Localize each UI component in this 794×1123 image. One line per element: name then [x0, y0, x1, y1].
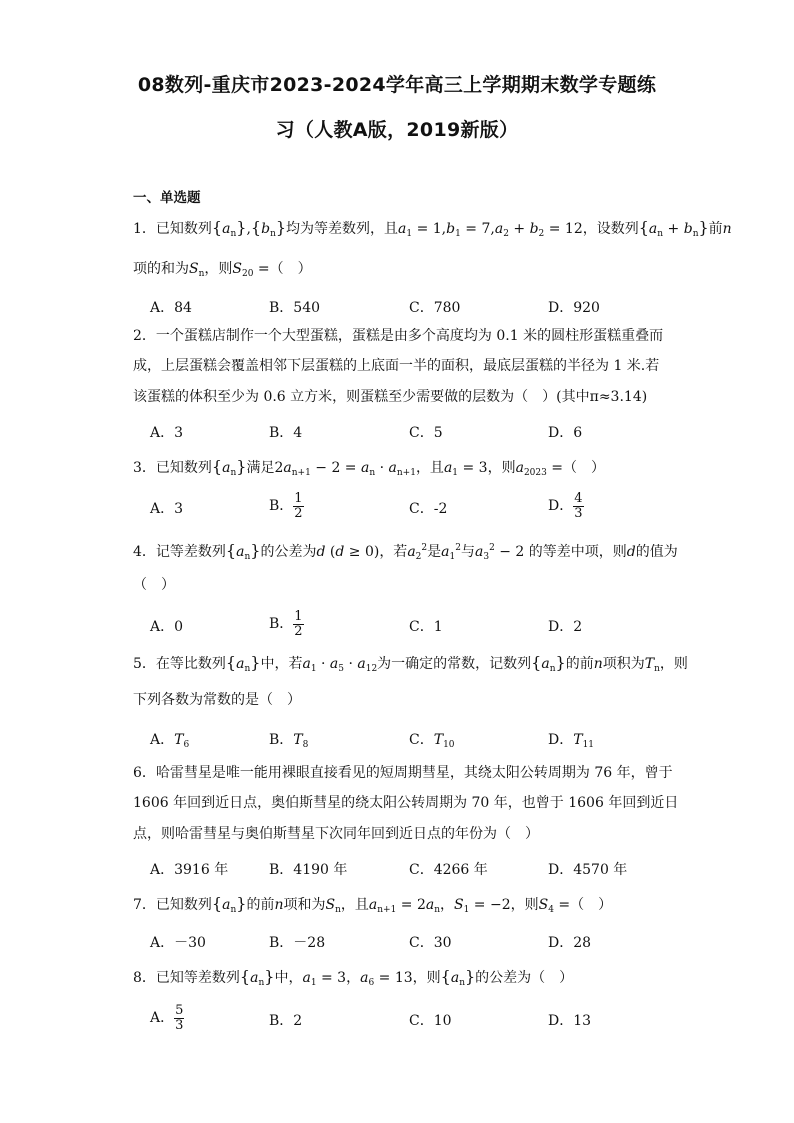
fraction-five-thirds: $\frac{5}{3}$: [175, 1003, 184, 1033]
document-title-line2: 习（人教A版，2019新版）: [275, 119, 519, 141]
question-2-line-1: 2．一个蛋糕店制作一个大型蛋糕，蛋糕是由多个高度均为 0.1 米的圆柱形蛋糕重叠而: [133, 328, 664, 344]
question-6-line-2: 1606 年回到近日点，奥伯斯彗星的绕太阳公转周期为 70 年，也曾于 1606 年回到近日: [133, 795, 679, 811]
question-6-options: [150, 859, 750, 879]
option-a[interactable]: A． $\frac{5}{3}$: [150, 1003, 184, 1033]
question-1-line-1: 1．已知数列$\{a_n\},\{b_n\}$均为等差数列，且$a_1 = 1,b_1 = 7,a_2 + b_2 = 12$，设数列$\{a_n + b_n\}$前n: [133, 218, 732, 239]
document-title-line1: 08数列-重庆市2023-2024学年高三上学期期末数学专题练: [137, 74, 657, 96]
question-2-options: [150, 422, 750, 442]
option-c[interactable]: C．1: [409, 619, 443, 635]
option-d[interactable]: D． $\frac{4}{3}$: [548, 491, 583, 521]
fraction-one-half: $\frac{1}{2}$: [294, 491, 303, 521]
question-7-options: [150, 932, 750, 952]
option-b[interactable]: B．4: [269, 425, 303, 441]
option-b[interactable]: B．2: [269, 1013, 303, 1029]
question-5-line-1: 5．在等比数列$\{a_n\}$中，若$a_1 \cdot a_5 \cdot a_{12}$为一确定的常数，记数列$\{a_n\}$的前n项积为$T_n$，则: [133, 653, 688, 674]
fraction-one-half: $\frac{1}{2}$: [294, 609, 303, 639]
question-2-line-3: 该蛋糕的体积至少为 0.6 立方米，则蛋糕至少需要做的层数为（ ）(其中π≈3.14): [133, 389, 648, 405]
option-d[interactable]: D．4570 年: [548, 862, 628, 878]
question-8-line-1: 8．已知等差数列$\{a_n\}$中，$a_1 = 3$，$a_6 = 13$，则$\{a_n\}$的公差为（ ）: [133, 967, 574, 988]
question-6-line-3: 点，则哈雷彗星与奥伯斯彗星下次同年回到近日点的年份为（ ）: [133, 826, 539, 842]
question-3-options: [150, 491, 750, 521]
option-c[interactable]: C．5: [409, 425, 443, 441]
section-heading: 一、单选题: [133, 190, 201, 206]
option-b[interactable]: B． $\frac{1}{2}$: [269, 491, 303, 521]
option-c[interactable]: C．4266 年: [409, 862, 488, 878]
option-a[interactable]: A．－30: [150, 935, 206, 951]
option-a[interactable]: A．3: [150, 425, 184, 441]
question-3-line-1: 3．已知数列$\{a_n\}$满足$2a_{n+1} - 2 = a_n \cdot a_{n+1}$，且$a_1 = 3$，则$a_{2023}$ =（ ）: [133, 457, 606, 478]
question-1-line-2: 项的和为$S_n$，则$S_{20}$ =（ ）: [133, 261, 312, 279]
question-5-line-2: 下列各数为常数的是（ ）: [133, 692, 301, 708]
option-a[interactable]: A．0: [150, 619, 184, 635]
option-b[interactable]: B．540: [269, 300, 321, 316]
fraction-four-thirds: $\frac{4}{3}$: [574, 491, 583, 521]
option-c[interactable]: C．780: [409, 300, 461, 316]
option-d[interactable]: D．920: [548, 300, 600, 316]
option-a[interactable]: A．3916 年: [150, 862, 229, 878]
option-b[interactable]: B．$T_8$: [269, 732, 309, 750]
question-1-options: [150, 297, 750, 317]
option-d[interactable]: D．6: [548, 425, 583, 441]
option-d[interactable]: D．2: [548, 619, 583, 635]
question-4-line-2: （ ）: [133, 577, 175, 593]
question-8-options: [150, 1003, 750, 1033]
option-d[interactable]: D．13: [548, 1013, 592, 1029]
option-d[interactable]: D．28: [548, 935, 592, 951]
question-2-line-2: 成，上层蛋糕会覆盖相邻下层蛋糕的上底面一半的面积，最底层蛋糕的半径为 1 米.若: [133, 358, 660, 374]
option-a[interactable]: A．84: [150, 300, 192, 316]
question-7-line-1: 7．已知数列$\{a_n\}$的前n项和为$S_n$，且$a_{n+1} = 2a_n$，$S_1 = -2$，则$S_4$ =（ ）: [133, 894, 613, 915]
option-b[interactable]: B．－28: [269, 935, 326, 951]
option-b[interactable]: B． $\frac{1}{2}$: [269, 609, 303, 639]
option-d[interactable]: D．$T_{11}$: [548, 732, 595, 750]
option-c[interactable]: C．30: [409, 935, 452, 951]
option-a[interactable]: A．$T_6$: [150, 732, 190, 750]
question-4-options: [150, 609, 750, 639]
option-b[interactable]: B．4190 年: [269, 862, 348, 878]
option-c[interactable]: C．$T_{10}$: [409, 732, 455, 750]
question-4-line-1: 4．记等差数列$\{a_n\}$的公差为d (d ≥ 0)，若$a_2^2$是$a_1^2$与$a_3^2 - 2$ 的等差中项，则d的值为: [133, 541, 678, 562]
option-c[interactable]: C．10: [409, 1013, 452, 1029]
option-c[interactable]: C．-2: [409, 501, 448, 517]
option-a[interactable]: A．3: [150, 501, 184, 517]
question-5-options: [150, 729, 750, 749]
question-6-line-1: 6．哈雷彗星是唯一能用裸眼直接看见的短周期彗星，其绕太阳公转周期为 76 年，曾于: [133, 765, 673, 781]
